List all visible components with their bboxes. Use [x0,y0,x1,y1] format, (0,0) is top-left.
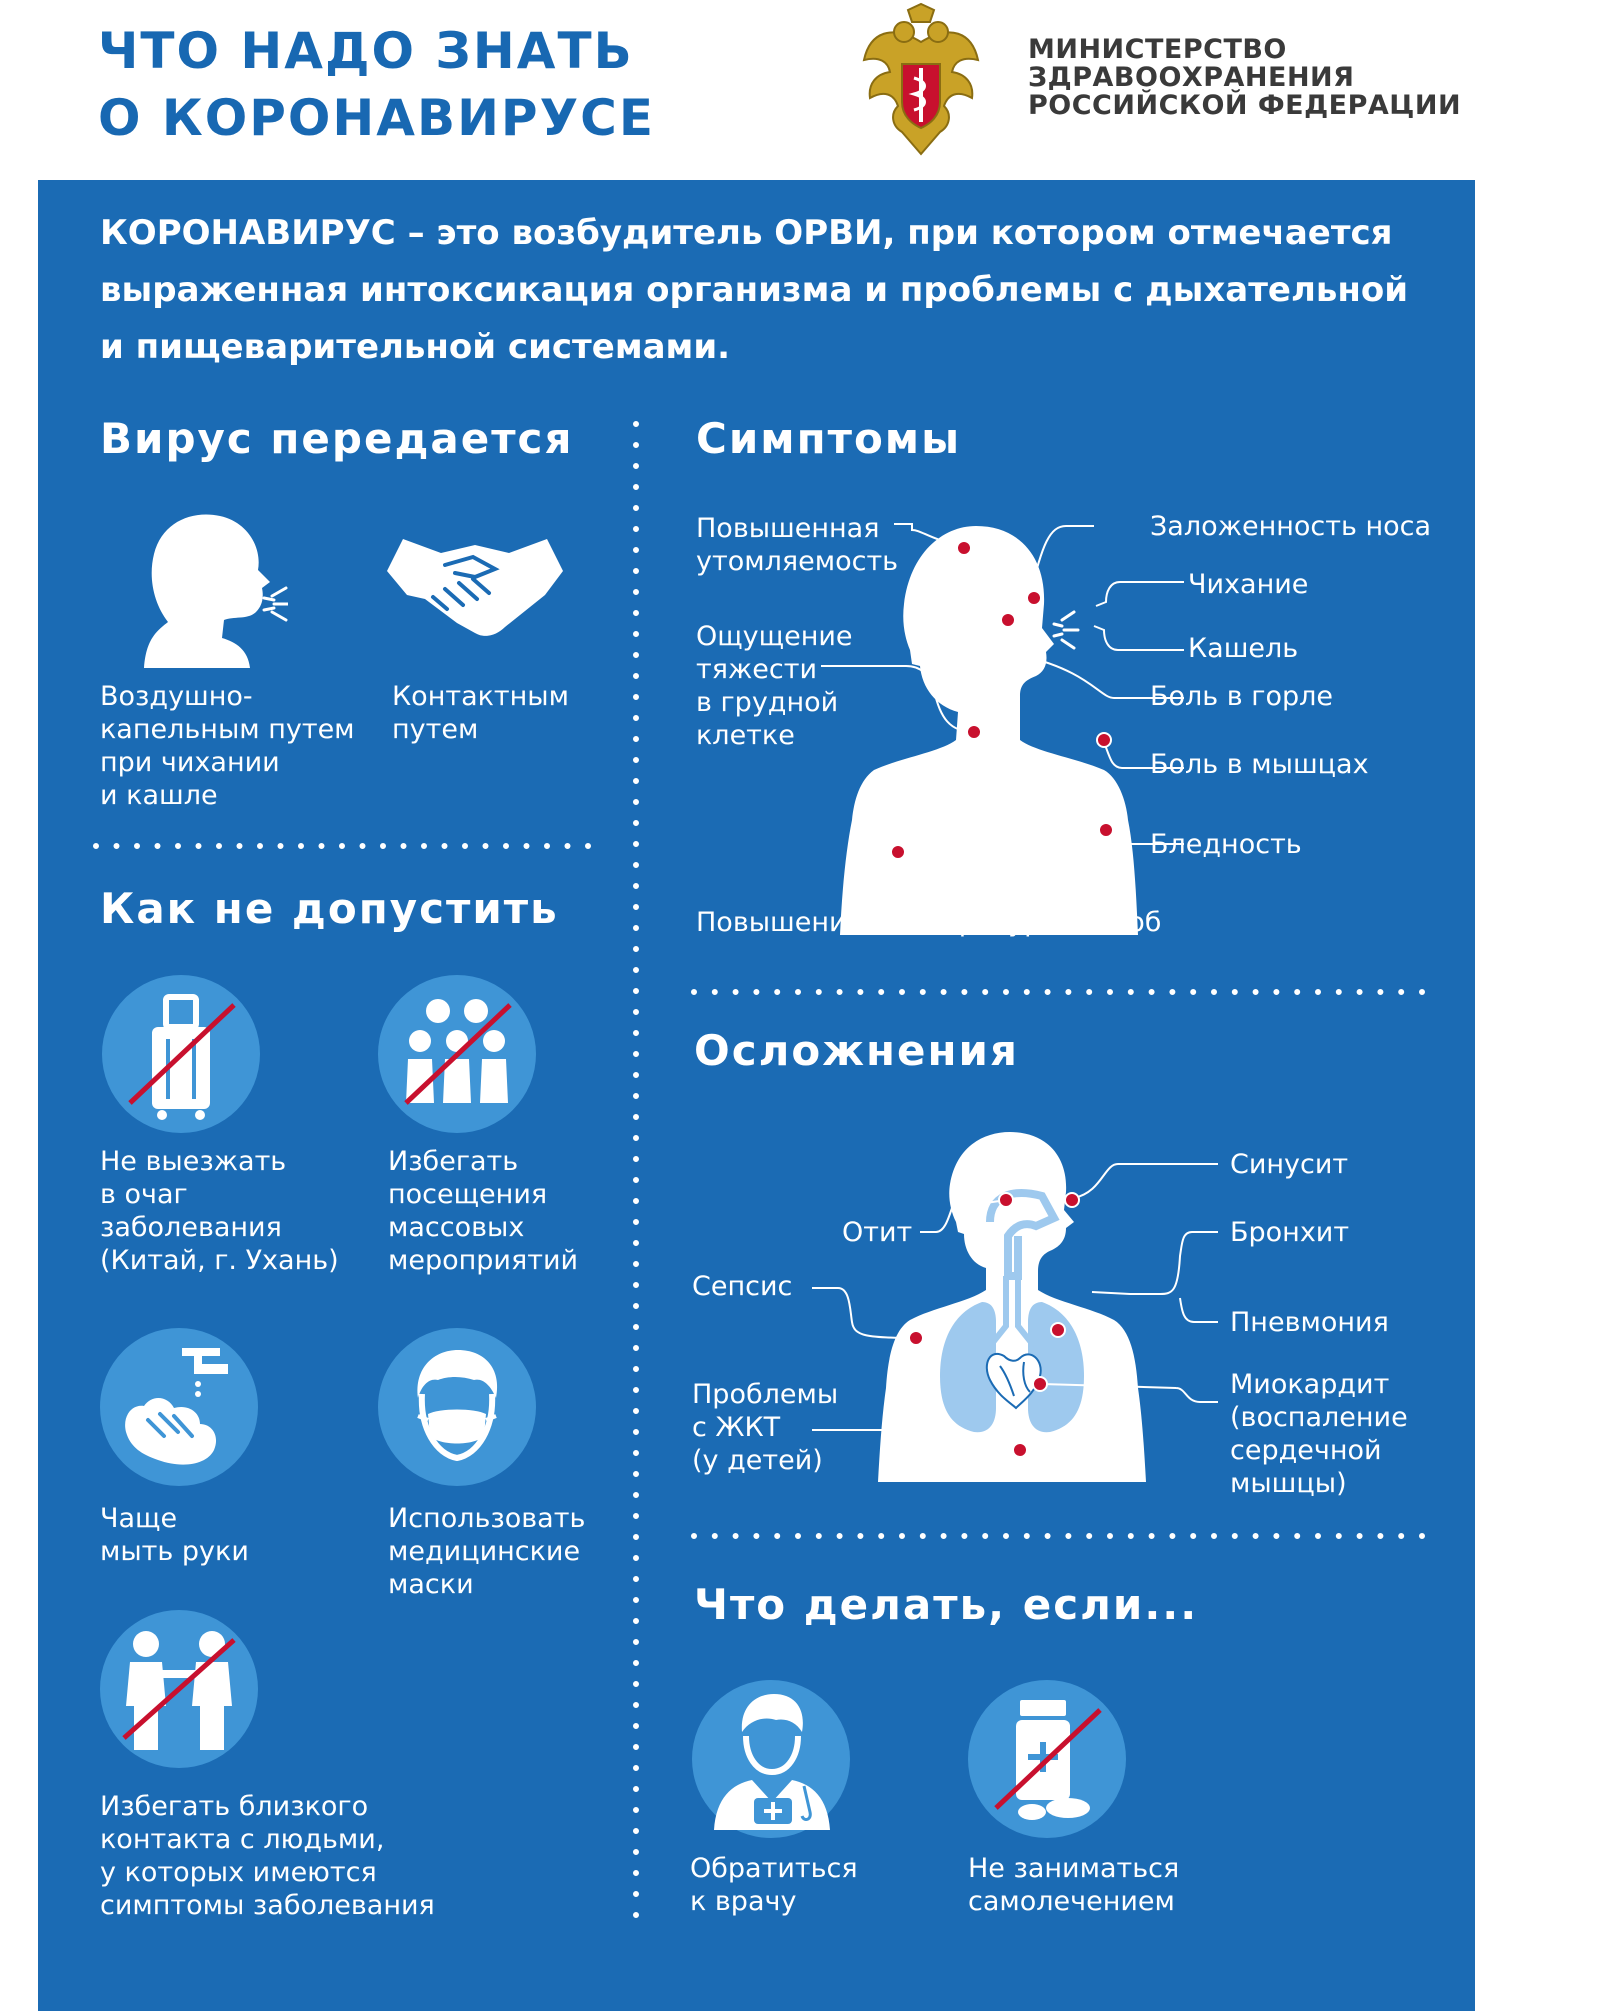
caption-line: маски [388,1569,474,1600]
caption-line: Избегать близкого [100,1791,369,1822]
label-line: с ЖКТ [692,1412,781,1443]
ministry-name [1028,36,1461,120]
prevention-caption-contact [100,1790,435,1922]
caption-line: контакта с людьми, [100,1824,385,1855]
section-divider [690,1530,1426,1542]
no-crowds-icon [378,975,536,1133]
sneezing-head-icon [128,508,288,668]
complications-heading: Осложнения [694,1026,1019,1075]
column-divider [630,420,642,1920]
label-line: Чихание [1188,569,1309,600]
label-line: клетке [696,720,795,751]
caption-line: медицинские [388,1536,581,1567]
caption-line: Избегать [388,1146,519,1177]
symptom-label-pale [1150,828,1302,861]
prevention-caption-crowds [388,1145,578,1277]
hand-washing-icon [100,1328,258,1486]
label-line: Пневмония [1230,1307,1389,1338]
label-line: Миокардит [1230,1369,1390,1400]
intro-text [100,205,1440,376]
label-line: утомляемость [696,546,899,577]
intro-definition: – это возбудитель ОРВИ, при котором отмечается выраженная интоксикация организма и проблемы с дыхательной и пищеварительной системами. [100,213,1409,367]
caption-line: заболевания [100,1212,282,1243]
complication-label-otitis [842,1216,912,1249]
symptom-label-nose [1150,510,1431,543]
symptom-label-fatigue [696,512,898,578]
complication-label-sinusitis [1230,1148,1348,1181]
label-line: (воспаление [1230,1402,1408,1433]
caption-line: путем [392,714,479,745]
no-travel-icon [102,975,260,1133]
caption-line: и кашле [100,780,218,811]
caption-line: массовых [388,1212,525,1243]
no-close-contact-icon [100,1610,258,1768]
label-line: Сепсис [692,1271,793,1302]
ministry-line-3: РОССИЙСКОЙ ФЕДЕРАЦИИ [1028,90,1462,121]
no-self-treatment-icon [968,1680,1126,1838]
caption-line: к врачу [690,1886,797,1917]
label-line: Заложенность носа [1150,511,1432,542]
label-line: Повышенная [696,513,880,544]
caption-line: Контактным [392,681,569,712]
caption-line: симптомы заболевания [100,1890,435,1921]
medical-mask-icon [378,1328,536,1486]
label-line: сердечной [1230,1435,1382,1466]
caption-line: капельным путем [100,714,355,745]
page-title-line-1: ЧТО НАДО ЗНАТЬ [98,22,634,80]
transmission-heading: Вирус передается [100,414,574,463]
label-line: Боль в мышцах [1150,749,1369,780]
ministry-line-1: МИНИСТЕРСТВО [1028,34,1287,65]
page-title-line-2: О КОРОНАВИРУСЕ [98,89,655,147]
symptom-label-muscle [1150,748,1369,781]
caption-line: Обратиться [690,1853,858,1884]
action-caption-self-treatment [968,1852,1179,1918]
ministry-emblem-icon [862,2,980,160]
prevention-heading: Как не допустить [100,884,559,933]
symptom-label-cough [1188,632,1298,665]
doctor-icon [692,1680,850,1838]
complication-label-sepsis [692,1270,792,1303]
symptoms-heading: Симптомы [696,414,962,463]
prevention-caption-hands [100,1502,249,1568]
caption-line: самолечением [968,1886,1175,1917]
label-line: Бронхит [1230,1217,1350,1248]
caption-line: при чихании [100,747,280,778]
symptom-label-chest [696,620,853,752]
label-line: Ощущение [696,621,853,652]
actions-heading: Что делать, если... [694,1580,1199,1629]
prevention-caption-mask [388,1502,585,1601]
caption-line: (Китай, г. Ухань) [100,1245,339,1276]
complication-label-myocarditis [1230,1368,1408,1500]
transmission-caption-airborne [100,680,355,812]
caption-line: Использовать [388,1503,586,1534]
symptom-label-fever [696,906,1161,939]
label-line: (у детей) [692,1445,823,1476]
label-line: мышцы) [1230,1468,1347,1499]
handshake-icon [385,535,565,645]
action-caption-doctor [690,1852,858,1918]
label-line: Бледность [1150,829,1302,860]
caption-line: Не заниматься [968,1853,1180,1884]
label-line: тяжести [696,654,818,685]
caption-line: мыть руки [100,1536,249,1567]
label-line: Синусит [1230,1149,1349,1180]
label-line: Повышение температуры, озноб [696,907,1162,938]
caption-line: Чаще [100,1503,178,1534]
label-line: Кашель [1188,633,1299,664]
transmission-caption-contact [392,680,569,746]
complication-label-bronchitis [1230,1216,1349,1249]
caption-line: в очаг [100,1179,188,1210]
caption-line: посещения [388,1179,548,1210]
caption-line: Воздушно- [100,681,253,712]
caption-line: Не выезжать [100,1146,287,1177]
symptom-label-sneeze [1188,568,1308,601]
complication-label-gi [692,1378,838,1477]
symptom-label-throat [1150,680,1333,713]
ministry-line-2: ЗДРАВООХРАНЕНИЯ [1028,62,1355,93]
prevention-caption-travel [100,1145,339,1277]
complication-label-pneumonia [1230,1306,1389,1339]
label-line: в грудной [696,687,839,718]
caption-line: мероприятий [388,1245,579,1276]
section-divider [92,840,594,852]
label-line: Проблемы [692,1379,839,1410]
caption-line: у которых имеются [100,1857,377,1888]
section-divider [690,986,1426,998]
label-line: Отит [842,1217,913,1248]
label-line: Боль в горле [1150,681,1334,712]
intro-term: КОРОНАВИРУС [100,213,396,253]
